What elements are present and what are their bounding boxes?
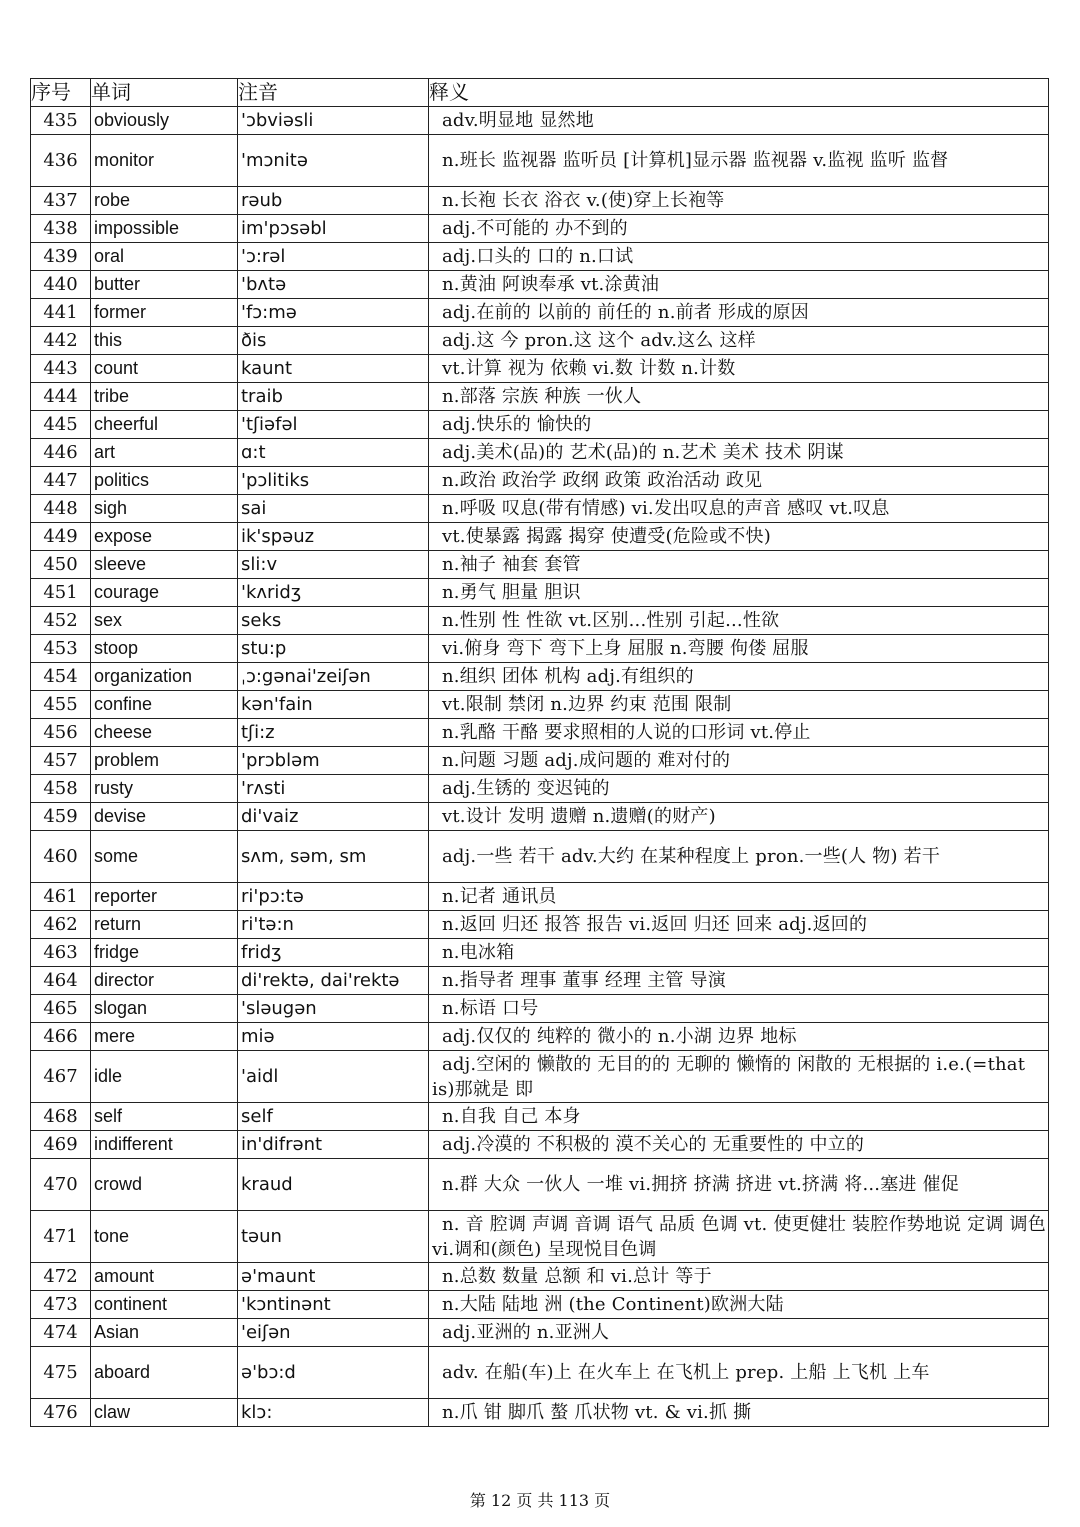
entry-number: 440 xyxy=(31,271,91,299)
definition-text: n.部落 宗族 种族 一伙人 xyxy=(442,386,642,407)
entry-definition xyxy=(429,187,1049,215)
entry-pronunciation: ik'spəuz xyxy=(238,523,429,551)
entry-pronunciation: 'mɔnitə xyxy=(238,135,429,187)
entry-pronunciation: self xyxy=(238,1103,429,1131)
definition-text: adj.不可能的 办不到的 xyxy=(442,218,628,239)
header-word: 单词 xyxy=(91,79,238,107)
entry-definition xyxy=(429,883,1049,911)
entry-word: monitor xyxy=(91,135,238,187)
table-row xyxy=(31,691,1049,719)
entry-number: 457 xyxy=(31,747,91,775)
entry-definition xyxy=(429,1399,1049,1427)
entry-number: 472 xyxy=(31,1263,91,1291)
entry-pronunciation: 'bʌtə xyxy=(238,271,429,299)
entry-number: 452 xyxy=(31,607,91,635)
entry-pronunciation: im'pɔsəbl xyxy=(238,215,429,243)
entry-word: mere xyxy=(91,1023,238,1051)
entry-number: 436 xyxy=(31,135,91,187)
entry-word: this xyxy=(91,327,238,355)
entry-word: idle xyxy=(91,1051,238,1103)
entry-definition xyxy=(429,1263,1049,1291)
table-row xyxy=(31,635,1049,663)
entry-number: 443 xyxy=(31,355,91,383)
table-row xyxy=(31,243,1049,271)
definition-text: adj.冷漠的 不积极的 漠不关心的 无重要性的 中立的 xyxy=(442,1134,865,1155)
entry-definition xyxy=(429,663,1049,691)
entry-word: problem xyxy=(91,747,238,775)
entry-pronunciation: 'fɔ:mə xyxy=(238,299,429,327)
table-row xyxy=(31,383,1049,411)
entry-pronunciation: kən'fain xyxy=(238,691,429,719)
entry-definition xyxy=(429,495,1049,523)
entry-definition xyxy=(429,1103,1049,1131)
entry-number: 453 xyxy=(31,635,91,663)
table-row xyxy=(31,135,1049,187)
entry-word: former xyxy=(91,299,238,327)
entry-pronunciation: ðis xyxy=(238,327,429,355)
table-row xyxy=(31,495,1049,523)
table-row xyxy=(31,579,1049,607)
entry-definition xyxy=(429,355,1049,383)
entry-word: fridge xyxy=(91,939,238,967)
vocabulary-table xyxy=(30,78,1049,1427)
entry-number: 444 xyxy=(31,383,91,411)
table-row xyxy=(31,747,1049,775)
definition-text: n.记者 通讯员 xyxy=(442,886,557,907)
entry-definition xyxy=(429,691,1049,719)
entry-definition xyxy=(429,1131,1049,1159)
table-row xyxy=(31,1159,1049,1211)
table-row xyxy=(31,1131,1049,1159)
table-row xyxy=(31,831,1049,883)
entry-word: tribe xyxy=(91,383,238,411)
entry-number: 474 xyxy=(31,1319,91,1347)
entry-number: 445 xyxy=(31,411,91,439)
definition-text: n.黄油 阿谀奉承 vt.涂黄油 xyxy=(442,274,660,295)
table-row xyxy=(31,411,1049,439)
entry-number: 459 xyxy=(31,803,91,831)
entry-number: 475 xyxy=(31,1347,91,1399)
entry-pronunciation: 'ɔbviəsli xyxy=(238,107,429,135)
table-row xyxy=(31,803,1049,831)
definition-text: adj.美术(品)的 艺术(品)的 n.艺术 美术 技术 阴谋 xyxy=(442,442,844,463)
table-row xyxy=(31,719,1049,747)
definition-text: n.电冰箱 xyxy=(442,942,515,963)
definition-text: vt.限制 禁闭 n.边界 约束 范围 限制 xyxy=(442,694,732,715)
entry-word: aboard xyxy=(91,1347,238,1399)
entry-definition xyxy=(429,719,1049,747)
definition-text: n.群 大众 一伙人 一堆 vi.拥挤 挤满 挤进 vt.挤满 将...塞进 催促 xyxy=(442,1174,959,1195)
entry-number: 454 xyxy=(31,663,91,691)
entry-definition xyxy=(429,1051,1049,1103)
entry-number: 438 xyxy=(31,215,91,243)
definition-text: adv. 在船(车)上 在火车上 在飞机上 prep. 上船 上飞机 上车 xyxy=(442,1362,930,1383)
entry-definition xyxy=(429,607,1049,635)
entry-pronunciation: di'vaiz xyxy=(238,803,429,831)
entry-word: devise xyxy=(91,803,238,831)
entry-pronunciation: 'pɔlitiks xyxy=(238,467,429,495)
table-row xyxy=(31,187,1049,215)
table-row xyxy=(31,355,1049,383)
entry-definition xyxy=(429,135,1049,187)
table-row xyxy=(31,883,1049,911)
definition-text: n. 音 腔调 声调 音调 语气 品质 色调 vt. 使更健壮 装腔作势地说 定调 调色 vi.调和(颜色) 呈现悦目色调 xyxy=(432,1213,1046,1260)
header-number: 序号 xyxy=(31,79,91,107)
table-row xyxy=(31,551,1049,579)
entry-number: 458 xyxy=(31,775,91,803)
entry-word: stoop xyxy=(91,635,238,663)
entry-word: sleeve xyxy=(91,551,238,579)
entry-definition xyxy=(429,327,1049,355)
entry-word: Asian xyxy=(91,1319,238,1347)
entry-word: continent xyxy=(91,1291,238,1319)
entry-number: 467 xyxy=(31,1051,91,1103)
entry-pronunciation: traib xyxy=(238,383,429,411)
table-row xyxy=(31,327,1049,355)
entry-definition xyxy=(429,995,1049,1023)
entry-word: robe xyxy=(91,187,238,215)
entry-word: sex xyxy=(91,607,238,635)
page-footer: 第 12 页 共 113 页 xyxy=(469,1491,611,1510)
table-row xyxy=(31,467,1049,495)
entry-pronunciation: 'prɔbləm xyxy=(238,747,429,775)
entry-pronunciation: sai xyxy=(238,495,429,523)
entry-number: 471 xyxy=(31,1211,91,1263)
entry-pronunciation: ə'maunt xyxy=(238,1263,429,1291)
definition-text: adj.空闲的 懒散的 无目的的 无聊的 懒惰的 闲散的 无根据的 i.e.(=that is)那就是 即 xyxy=(432,1053,1026,1100)
entry-word: cheese xyxy=(91,719,238,747)
table-row xyxy=(31,1211,1049,1263)
entry-word: expose xyxy=(91,523,238,551)
table-row xyxy=(31,607,1049,635)
entry-word: oral xyxy=(91,243,238,271)
definition-text: vt.计算 视为 依赖 vi.数 计数 n.计数 xyxy=(442,358,736,379)
entry-number: 451 xyxy=(31,579,91,607)
entry-word: amount xyxy=(91,1263,238,1291)
entry-number: 455 xyxy=(31,691,91,719)
table-row xyxy=(31,1347,1049,1399)
entry-number: 450 xyxy=(31,551,91,579)
table-row xyxy=(31,1319,1049,1347)
entry-definition xyxy=(429,775,1049,803)
entry-pronunciation: 'eiʃən xyxy=(238,1319,429,1347)
entry-pronunciation: di'rektə, dai'rektə xyxy=(238,967,429,995)
entry-number: 441 xyxy=(31,299,91,327)
entry-number: 456 xyxy=(31,719,91,747)
entry-number: 465 xyxy=(31,995,91,1023)
header-pronunciation: 注音 xyxy=(238,79,429,107)
definition-text: adj.在前的 以前的 前任的 n.前者 形成的原因 xyxy=(442,302,809,323)
entry-word: some xyxy=(91,831,238,883)
definition-text: n.问题 习题 adj.成问题的 难对付的 xyxy=(442,750,731,771)
table-row xyxy=(31,107,1049,135)
entry-definition xyxy=(429,1319,1049,1347)
definition-text: n.班长 监视器 监听员 [计算机]显示器 监视器 v.监视 监听 监督 xyxy=(442,150,949,171)
entry-word: director xyxy=(91,967,238,995)
table-row xyxy=(31,1023,1049,1051)
entry-word: organization xyxy=(91,663,238,691)
definition-text: n.长袍 长衣 浴衣 v.(使)穿上长袍等 xyxy=(442,190,725,211)
entry-pronunciation: stu:p xyxy=(238,635,429,663)
entry-word: count xyxy=(91,355,238,383)
entry-definition xyxy=(429,635,1049,663)
entry-word: confine xyxy=(91,691,238,719)
table-row xyxy=(31,1399,1049,1427)
entry-number: 439 xyxy=(31,243,91,271)
definition-text: adv.明显地 显然地 xyxy=(442,110,594,131)
definition-text: n.标语 口号 xyxy=(442,998,539,1019)
definition-text: n.大陆 陆地 洲 (the Continent)欧洲大陆 xyxy=(442,1294,784,1315)
entry-pronunciation: sʌm, səm, sm xyxy=(238,831,429,883)
entry-word: sigh xyxy=(91,495,238,523)
entry-number: 466 xyxy=(31,1023,91,1051)
entry-definition xyxy=(429,107,1049,135)
table-body xyxy=(31,79,1049,1427)
table-row xyxy=(31,967,1049,995)
entry-definition xyxy=(429,243,1049,271)
definition-text: n.组织 团体 机构 adj.有组织的 xyxy=(442,666,694,687)
entry-number: 473 xyxy=(31,1291,91,1319)
entry-word: art xyxy=(91,439,238,467)
entry-word: butter xyxy=(91,271,238,299)
definition-text: adj.生锈的 变迟钝的 xyxy=(442,778,610,799)
definition-text: n.政治 政治学 政纲 政策 政治活动 政见 xyxy=(442,470,763,491)
entry-definition xyxy=(429,831,1049,883)
entry-word: tone xyxy=(91,1211,238,1263)
definition-text: adj.快乐的 愉快的 xyxy=(442,414,592,435)
entry-number: 437 xyxy=(31,187,91,215)
entry-pronunciation: in'difrənt xyxy=(238,1131,429,1159)
definition-text: n.自我 自己 本身 xyxy=(442,1106,581,1127)
entry-definition xyxy=(429,803,1049,831)
entry-definition xyxy=(429,551,1049,579)
entry-pronunciation: miə xyxy=(238,1023,429,1051)
entry-definition xyxy=(429,383,1049,411)
table-header-row xyxy=(31,79,1049,107)
entry-number: 461 xyxy=(31,883,91,911)
entry-word: politics xyxy=(91,467,238,495)
entry-definition xyxy=(429,523,1049,551)
entry-pronunciation: ə'bɔ:d xyxy=(238,1347,429,1399)
entry-pronunciation: 'sləugən xyxy=(238,995,429,1023)
entry-number: 469 xyxy=(31,1131,91,1159)
entry-pronunciation: təun xyxy=(238,1211,429,1263)
entry-pronunciation: kraud xyxy=(238,1159,429,1211)
entry-pronunciation: sli:v xyxy=(238,551,429,579)
entry-definition xyxy=(429,911,1049,939)
entry-number: 435 xyxy=(31,107,91,135)
definition-text: n.总数 数量 总额 和 vi.总计 等于 xyxy=(442,1266,712,1287)
definition-text: adj.口头的 口的 n.口试 xyxy=(442,246,634,267)
entry-definition xyxy=(429,1023,1049,1051)
entry-pronunciation: rəub xyxy=(238,187,429,215)
definition-text: n.勇气 胆量 胆识 xyxy=(442,582,581,603)
entry-pronunciation: seks xyxy=(238,607,429,635)
entry-word: impossible xyxy=(91,215,238,243)
entry-definition xyxy=(429,271,1049,299)
definition-text: vt.设计 发明 遗赠 n.遗赠(的财产) xyxy=(442,806,716,827)
entry-number: 447 xyxy=(31,467,91,495)
entry-definition xyxy=(429,215,1049,243)
table-row xyxy=(31,663,1049,691)
definition-text: n.性别 性 性欲 vt.区别...性别 引起...性欲 xyxy=(442,610,780,631)
entry-word: self xyxy=(91,1103,238,1131)
entry-pronunciation: fridʒ xyxy=(238,939,429,967)
entry-number: 468 xyxy=(31,1103,91,1131)
table-row xyxy=(31,215,1049,243)
entry-definition xyxy=(429,411,1049,439)
table-row xyxy=(31,995,1049,1023)
table-row xyxy=(31,523,1049,551)
entry-pronunciation: ˌɔ:gənai'zeiʃən xyxy=(238,663,429,691)
entry-definition xyxy=(429,1211,1049,1263)
definition-text: vi.俯身 弯下 弯下上身 屈服 n.弯腰 佝偻 屈服 xyxy=(442,638,809,659)
definition-text: vt.使暴露 揭露 揭穿 使遭受(危险或不快) xyxy=(442,526,771,547)
definition-text: adj.一些 若干 adv.大约 在某种程度上 pron.一些(人 物) 若干 xyxy=(442,846,941,867)
definition-text: n.指导者 理事 董事 经理 主管 导演 xyxy=(442,970,726,991)
definition-text: n.呼吸 叹息(带有情感) vi.发出叹息的声音 感叹 vt.叹息 xyxy=(442,498,890,519)
entry-number: 448 xyxy=(31,495,91,523)
entry-definition xyxy=(429,747,1049,775)
table-row xyxy=(31,1291,1049,1319)
entry-number: 470 xyxy=(31,1159,91,1211)
entry-pronunciation: 'aidl xyxy=(238,1051,429,1103)
entry-word: reporter xyxy=(91,883,238,911)
entry-pronunciation: ɑ:t xyxy=(238,439,429,467)
definition-text: adj.亚洲的 n.亚洲人 xyxy=(442,1322,610,1343)
entry-definition xyxy=(429,1291,1049,1319)
entry-pronunciation: 'kʌridʒ xyxy=(238,579,429,607)
table-row xyxy=(31,1263,1049,1291)
definition-text: adj.仅仅的 纯粹的 微小的 n.小湖 边界 地标 xyxy=(442,1026,797,1047)
entry-number: 464 xyxy=(31,967,91,995)
entry-word: crowd xyxy=(91,1159,238,1211)
entry-definition xyxy=(429,1159,1049,1211)
entry-definition xyxy=(429,467,1049,495)
table-row xyxy=(31,439,1049,467)
entry-number: 446 xyxy=(31,439,91,467)
entry-word: obviously xyxy=(91,107,238,135)
entry-pronunciation: 'ɔ:rəl xyxy=(238,243,429,271)
table-row xyxy=(31,775,1049,803)
entry-word: cheerful xyxy=(91,411,238,439)
table-row xyxy=(31,299,1049,327)
entry-pronunciation: 'tʃiəfəl xyxy=(238,411,429,439)
entry-pronunciation: tʃi:z xyxy=(238,719,429,747)
entry-word: claw xyxy=(91,1399,238,1427)
table-row xyxy=(31,939,1049,967)
table-row xyxy=(31,271,1049,299)
entry-word: indifferent xyxy=(91,1131,238,1159)
entry-word: slogan xyxy=(91,995,238,1023)
table-row xyxy=(31,1103,1049,1131)
entry-definition xyxy=(429,579,1049,607)
entry-pronunciation: ri'pɔ:tə xyxy=(238,883,429,911)
entry-word: rusty xyxy=(91,775,238,803)
entry-pronunciation: kaunt xyxy=(238,355,429,383)
entry-pronunciation: ri'tə:n xyxy=(238,911,429,939)
entry-number: 449 xyxy=(31,523,91,551)
entry-number: 462 xyxy=(31,911,91,939)
entry-pronunciation: 'rʌsti xyxy=(238,775,429,803)
entry-number: 463 xyxy=(31,939,91,967)
definition-text: n.爪 钳 脚爪 螯 爪状物 vt. & vi.抓 撕 xyxy=(442,1402,752,1423)
entry-number: 460 xyxy=(31,831,91,883)
definition-text: n.返回 归还 报答 报告 vi.返回 归还 回来 adj.返回的 xyxy=(442,914,868,935)
entry-word: return xyxy=(91,911,238,939)
entry-definition xyxy=(429,1347,1049,1399)
entry-definition xyxy=(429,967,1049,995)
entry-pronunciation: 'kɔntinənt xyxy=(238,1291,429,1319)
entry-definition xyxy=(429,939,1049,967)
table-row xyxy=(31,1051,1049,1103)
definition-text: adj.这 今 pron.这 这个 adv.这么 这样 xyxy=(442,330,756,351)
header-definition: 释义 xyxy=(429,79,1049,107)
table-row xyxy=(31,911,1049,939)
definition-text: n.袖子 袖套 套管 xyxy=(442,554,581,575)
entry-pronunciation: klɔ: xyxy=(238,1399,429,1427)
entry-definition xyxy=(429,299,1049,327)
definition-text: n.乳酪 干酪 要求照相的人说的口形词 vt.停止 xyxy=(442,722,811,743)
entry-word: courage xyxy=(91,579,238,607)
entry-definition xyxy=(429,439,1049,467)
entry-number: 476 xyxy=(31,1399,91,1427)
entry-number: 442 xyxy=(31,327,91,355)
